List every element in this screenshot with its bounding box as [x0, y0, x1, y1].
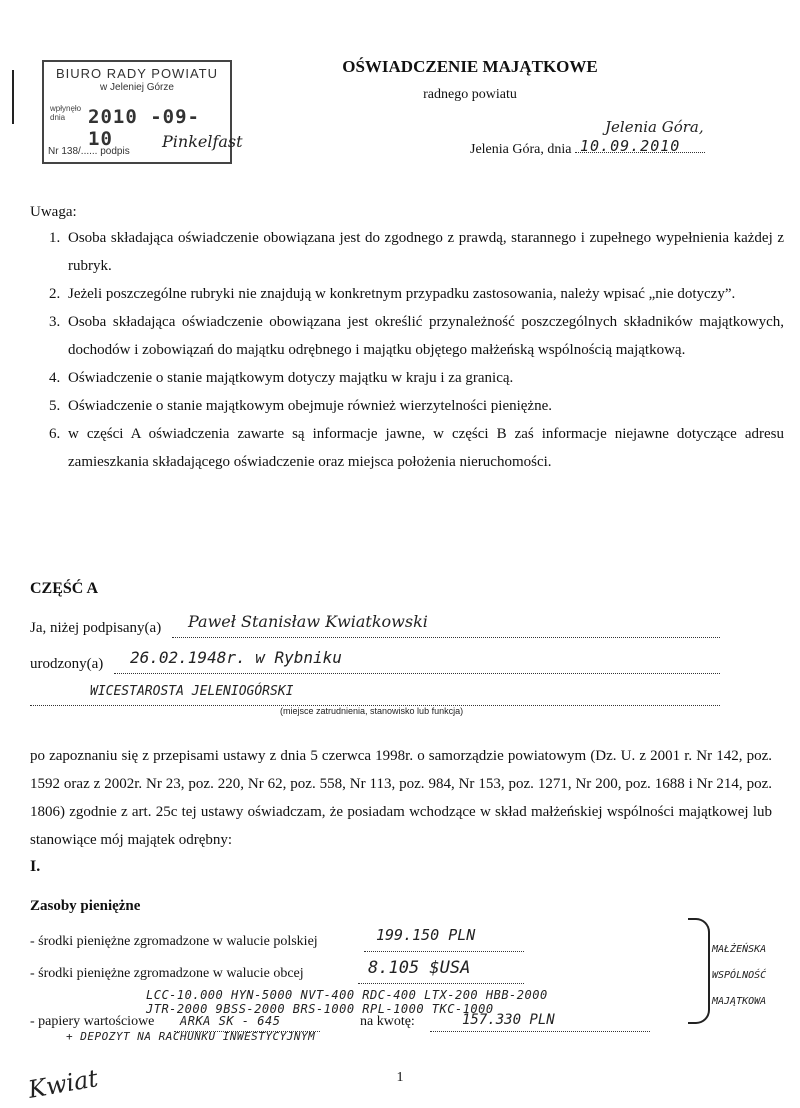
fx-field-line — [358, 982, 524, 984]
note-item: 1. Osoba składająca oświadczenie obowiązana jest do zgodnego z prawdą, starannego i zupełnego wypełnienia każdej z rubryk. — [64, 224, 784, 280]
pln-value: 199.150 PLN — [376, 926, 476, 944]
securities-amount-label: na kwotę: — [360, 1014, 415, 1029]
side-note-3: MAJĄTKOWA — [712, 996, 767, 1007]
note-item: 2. Jeżeli poszczególne rubryki nie znajdują w konkretnym przypadku zastosowania, należy wpisać „nie dotyczy”. — [64, 280, 784, 308]
section-heading: Zasoby pieniężne — [30, 898, 141, 914]
stamp-number: Nr 138/...... podpis — [48, 146, 130, 157]
securities-note-2: JTR-2000 9BSS-2000 BRS-1000 RPL-1000 TKC-1000 — [146, 1002, 494, 1016]
pln-field-line — [364, 950, 524, 952]
securities-amount-line — [430, 1030, 650, 1032]
stamp-title: BIURO RADY POWIATU — [56, 66, 218, 81]
note-item: 3. Osoba składająca oświadczenie obowiązana jest określić przynależność poszczególnych składników majątkowych, dochodów i zobowiązań do majątku odrębnego i majątku objętego małżeńską wspólnością majątkową. — [64, 308, 784, 364]
fx-label: - środki pieniężne zgromadzone w walucie obcej — [30, 966, 304, 981]
stamp-subtitle: w Jeleniej Górze — [100, 82, 174, 93]
handwritten-place: Jelenia Góra, — [605, 118, 704, 136]
stamp-date: 2010 -09- 10 — [88, 106, 200, 150]
side-note-1: MAŁŻEŃSKA — [712, 944, 767, 955]
side-note-2: WSPÓLNOŚĆ — [712, 970, 767, 981]
born-value: 26.02.1948r. w Rybniku — [130, 648, 342, 667]
securities-note-1: LCC-10.000 HYN-5000 NVT-400 RDC-400 LTX-200 HBB-2000 — [146, 988, 548, 1002]
part-a-heading: CZĘŚĆ A — [30, 580, 99, 597]
bracket-mark — [688, 918, 710, 1024]
notes-list — [30, 224, 784, 476]
fx-value: 8.105 $USA — [368, 958, 471, 978]
signed-value: Paweł Stanisław Kwiatkowski — [188, 612, 428, 631]
position-value: WICESTAROSTA JELENIOGÓRSKI — [90, 684, 294, 699]
signed-label: Ja, niżej podpisany(a) — [30, 620, 162, 636]
stamp-received-label: wpłynęło dnia — [50, 104, 82, 122]
position-caption: (miejsce zatrudnienia, stanowisko lub funkcja) — [280, 706, 464, 716]
pln-label: - środki pieniężne zgromadzone w walucie polskiej — [30, 934, 318, 949]
handwritten-date: 10.09.2010 — [580, 137, 681, 155]
note-item: 5. Oświadczenie o stanie majątkowym obejmuje również wierzytelności pieniężne. — [64, 392, 784, 420]
declaration-paragraph: po zapoznaniu się z przepisami ustawy z dnia 5 czerwca 1998r. o samorządzie powiatowym (Dz. U. z 2001 r. Nr 142, poz. 1592 oraz z 2002r. Nr 23, poz. 220, Nr 62, poz. 558, Nr 113, poz. 984, Nr 153, poz. 1271, Nr 200, poz. 1688 i Nr 214, poz. 1806) zgodnie z art. 25c tej ustawy oświadczam, że posiadam wchodzące w skład małżeńskiej wspólności majątkowej lub stanowiące mój majątek odrębny: — [30, 748, 772, 848]
document-subtitle: radnego powiatu — [423, 87, 517, 102]
document-title: OŚWIADCZENIE MAJĄTKOWE — [342, 57, 598, 76]
page-number: 1 — [396, 1070, 404, 1085]
note-item: 4. Oświadczenie o stanie majątkowym dotyczy majątku w kraju i za granicą. — [64, 364, 784, 392]
born-label: urodzony(a) — [30, 656, 104, 672]
stamp-signature: Pinkelfast — [162, 132, 243, 151]
born-field-line — [114, 672, 720, 674]
deposit-note: + DEPOZYT NA RACHUNKU INWESTYCYJNYM — [66, 1030, 316, 1043]
section-number: I. — [30, 858, 41, 875]
note-item: 6. w części A oświadczenia zawarte są informacje jawne, w części B zaś informacje niejawne dotyczące adresu zamieszkania składającego oświadczenie oraz miejsca położenia nieruchomości. — [64, 420, 784, 476]
securities-value: ARKA SK - 645 — [180, 1014, 281, 1028]
signed-field-line — [172, 636, 720, 638]
notes-heading: Uwaga: — [30, 204, 77, 220]
bottom-signature: Kwiat — [26, 1064, 101, 1104]
securities-amount: 157.330 PLN — [462, 1012, 555, 1028]
securities-label: - papiery wartościowe — [30, 1014, 155, 1029]
place-label: Jelenia Góra, dnia — [470, 142, 572, 157]
